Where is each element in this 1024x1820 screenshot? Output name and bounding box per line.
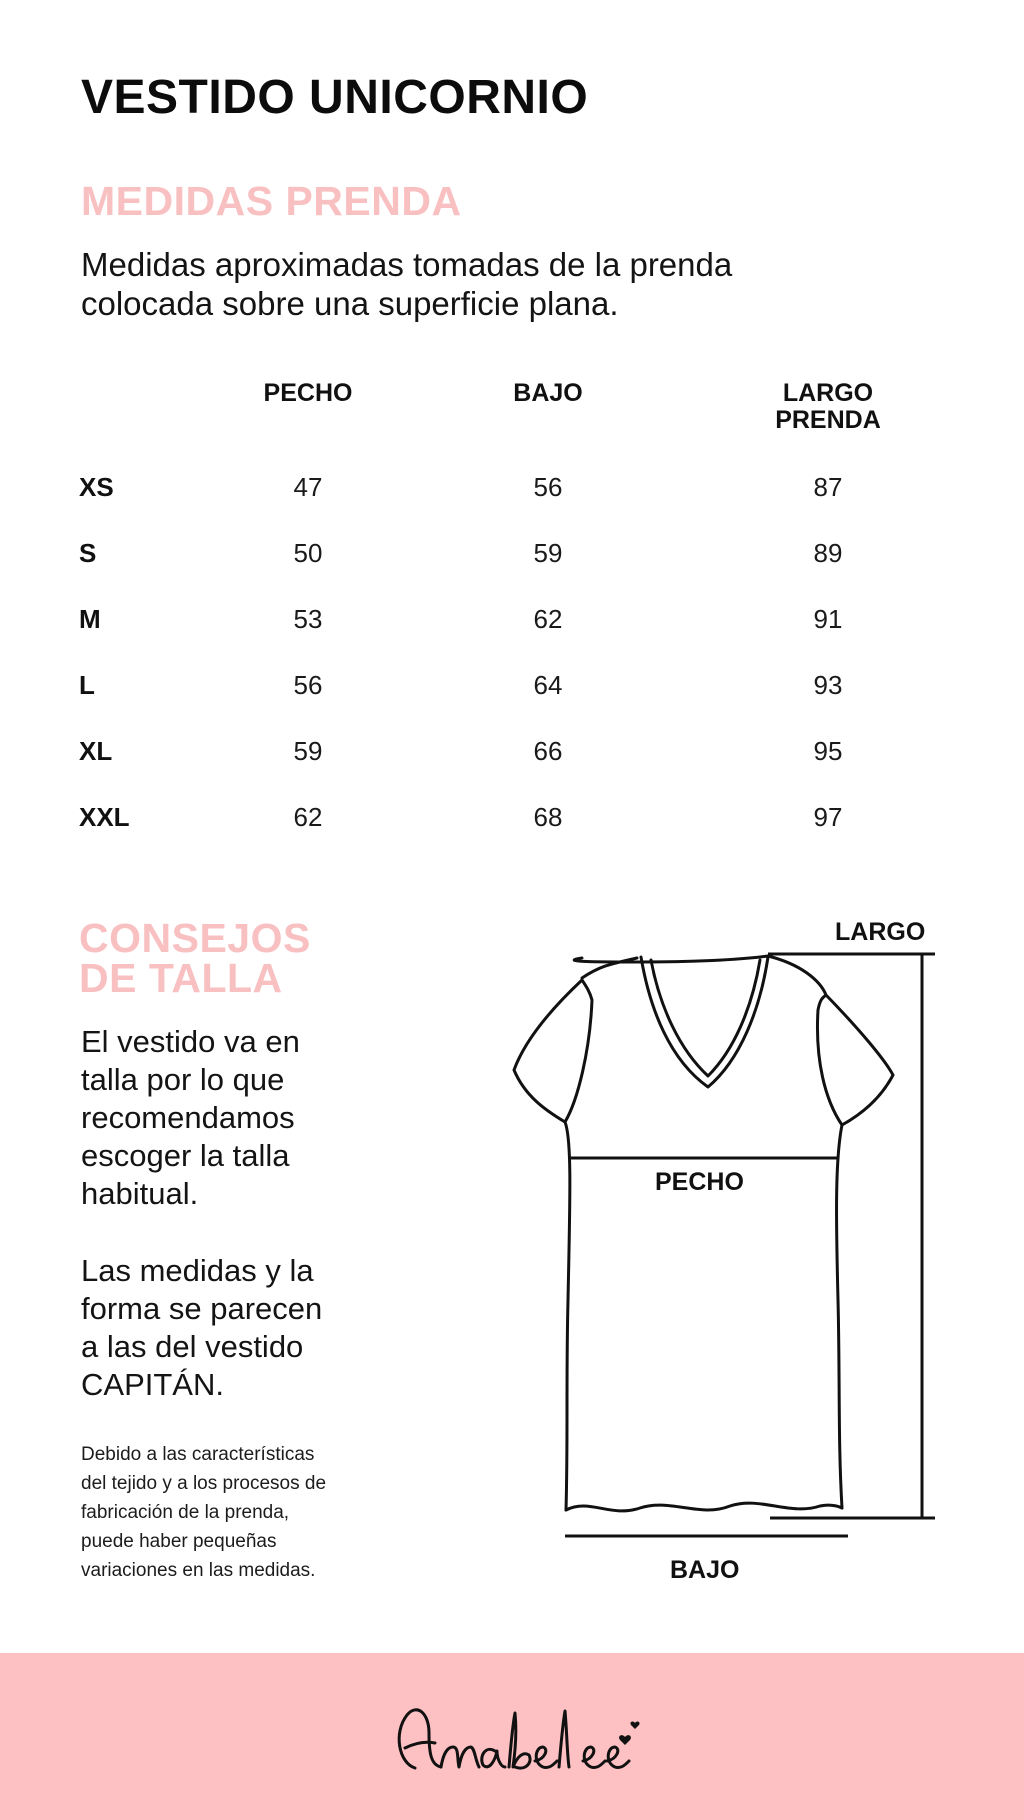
bajo-value: 59 — [533, 538, 563, 568]
page-title: VESTIDO UNICORNIO — [81, 71, 589, 124]
size-label: XXL — [79, 802, 130, 832]
table-row — [0, 533, 1024, 573]
dress-measurement-diagram — [0, 900, 1024, 1600]
dress-right-sleeve — [768, 956, 893, 1125]
pecho-value: 56 — [293, 670, 323, 700]
table-row — [0, 731, 1024, 771]
largo-value: 97 — [813, 802, 843, 832]
note-line: puede haber pequeñas — [81, 1531, 277, 1552]
note-line: Debido a las características — [81, 1444, 315, 1465]
note-line: fabricación de la prenda, — [81, 1502, 290, 1523]
dress-neckline-inner — [651, 960, 760, 1076]
tips-line: a las del vestido — [81, 1329, 304, 1364]
brand-logo — [385, 1693, 645, 1783]
table-row — [0, 599, 1024, 639]
pecho-value: 59 — [293, 736, 323, 766]
tips-line: CAPITÁN. — [81, 1367, 224, 1402]
bajo-value: 56 — [533, 472, 563, 502]
pecho-value: 47 — [293, 472, 323, 502]
tips-line: habitual. — [81, 1176, 199, 1211]
header-bajo: BAJO — [513, 379, 583, 407]
size-label: XS — [79, 472, 114, 502]
tips-line: Las medidas y la — [81, 1253, 314, 1288]
bajo-label: BAJO — [670, 1556, 740, 1584]
dress-neckline-outer — [641, 957, 768, 1087]
dress-illustration — [0, 900, 1024, 1600]
note-line: del tejido y a los procesos de — [81, 1473, 327, 1494]
tips-line: escoger la talla — [81, 1138, 290, 1173]
largo-value: 89 — [813, 538, 843, 568]
bajo-value: 64 — [533, 670, 563, 700]
pecho-value: 62 — [293, 802, 323, 832]
largo-value: 93 — [813, 670, 843, 700]
dress-left-sleeve — [514, 980, 592, 1122]
bajo-value: 62 — [533, 604, 563, 634]
dress-hem — [566, 1503, 842, 1511]
dress-right-side — [837, 1125, 842, 1508]
size-label: L — [79, 670, 95, 700]
tips-line: forma se parecen — [81, 1291, 323, 1326]
pecho-value: 50 — [293, 538, 323, 568]
tips-heading-line: CONSEJOS — [79, 915, 311, 961]
tips-heading-line: DE TALLA — [79, 955, 283, 1001]
measures-heading: MEDIDAS PRENDA — [81, 178, 462, 224]
largo-value: 95 — [813, 736, 843, 766]
size-label: S — [79, 538, 97, 568]
note-line: variaciones en las medidas. — [81, 1560, 316, 1581]
header-largo-prenda — [748, 380, 908, 434]
pecho-value: 53 — [293, 604, 323, 634]
size-label: M — [79, 604, 101, 634]
pecho-label: PECHO — [655, 1168, 744, 1196]
table-row — [0, 665, 1024, 705]
dress-left-side — [565, 1122, 570, 1510]
footer-banner — [0, 1653, 1024, 1820]
measures-intro-line: colocada sobre una superficie plana. — [81, 285, 619, 322]
largo-value: 91 — [813, 604, 843, 634]
size-label: XL — [79, 736, 113, 766]
header-pecho: PECHO — [263, 379, 353, 407]
brand-name-text: Anabel lee — [385, 1693, 391, 1694]
table-row — [0, 797, 1024, 837]
bajo-value: 68 — [533, 802, 563, 832]
tips-line: El vestido va en — [81, 1024, 300, 1059]
measures-intro — [81, 245, 861, 323]
tips-line: talla por lo que — [81, 1062, 285, 1097]
table-row — [0, 467, 1024, 507]
largo-value: 87 — [813, 472, 843, 502]
header-largo-line: PRENDA — [775, 406, 881, 434]
largo-label: LARGO — [835, 918, 926, 946]
tips-line: recomendamos — [81, 1100, 295, 1135]
measures-intro-line: Medidas aproximadas tomadas de la prenda — [81, 246, 733, 283]
bajo-value: 66 — [533, 736, 563, 766]
dress-shoulder-line — [574, 956, 768, 962]
header-largo-line: LARGO — [782, 379, 874, 407]
